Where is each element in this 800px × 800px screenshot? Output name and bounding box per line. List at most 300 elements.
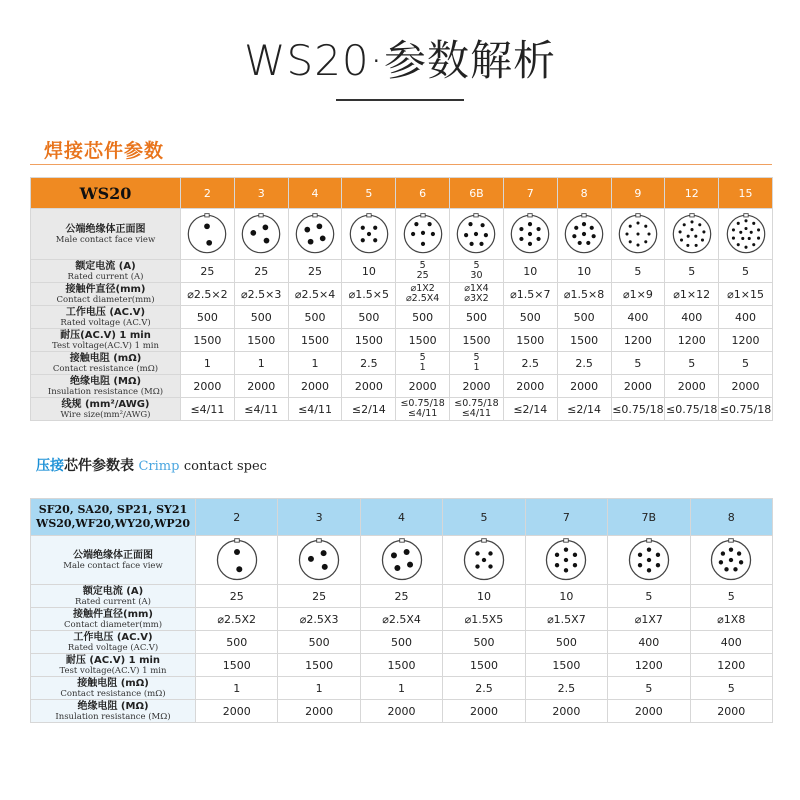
keyway-notch: [313, 214, 317, 217]
connector-face-12-icon: [670, 212, 714, 256]
face-view-cell: [443, 536, 525, 585]
contact-pin: [361, 226, 365, 230]
contact-pin: [578, 241, 582, 245]
connector-face-15-icon: [724, 212, 768, 256]
face-view-cell: [503, 209, 557, 260]
spec-value: 25: [360, 585, 442, 608]
contact-pin: [582, 222, 586, 226]
section1-divider: [30, 164, 772, 165]
spec-value: 1: [288, 352, 342, 375]
spec-value: ≤2/14: [557, 398, 611, 421]
spec-value: 500: [360, 631, 442, 654]
insulator-outline: [300, 540, 339, 579]
row-label: [31, 283, 181, 306]
spec-value: 5: [665, 352, 719, 375]
section2-heading-dark: 芯件参数表: [64, 458, 134, 474]
contact-pin: [322, 564, 328, 570]
spec-value: ⌀2.5×2: [181, 283, 235, 306]
contact-pin: [647, 558, 651, 562]
connector-face-2-icon: [214, 537, 260, 583]
contact-pin: [528, 232, 532, 236]
spec-value-line: 25: [416, 270, 429, 281]
spec-value: 2000: [196, 700, 278, 723]
row-label-cn: 接触电阻 (mΩ): [77, 677, 149, 689]
spec-value: 1200: [611, 329, 665, 352]
contact-pin: [207, 240, 213, 246]
spec-value: 2000: [557, 375, 611, 398]
spec-value: 5: [690, 677, 772, 700]
contact-pin: [647, 232, 650, 235]
spec-value: 2000: [608, 700, 690, 723]
spec-value: 10: [557, 260, 611, 283]
face-view-cell: [719, 209, 773, 260]
spec-value: ⌀1×12: [665, 283, 719, 306]
spec-value-line: ≤4/11: [408, 408, 438, 419]
crimp-spec-table: [30, 498, 773, 723]
spec-value: ⌀2.5×4: [288, 283, 342, 306]
contact-pin: [752, 222, 755, 225]
insulator-outline: [382, 540, 421, 579]
connector-face-7-icon: [543, 537, 589, 583]
contact-pin: [744, 246, 747, 249]
spec-value: 2000: [181, 375, 235, 398]
connector-face-9-icon: [616, 212, 660, 256]
contact-pin: [481, 223, 485, 227]
spec-row: [31, 352, 773, 375]
row-label-en: Contact diameter(mm): [56, 294, 155, 305]
insulator-outline: [296, 215, 333, 252]
row-label-cn: 绝缘电阻 (MΩ): [69, 375, 142, 387]
spec-value: 500: [181, 306, 235, 329]
column-header-5: 5: [443, 499, 525, 536]
contact-pin: [698, 223, 701, 226]
row-label: [31, 608, 196, 631]
row-label: [31, 700, 196, 723]
spec-value: ⌀1.5X7: [525, 608, 607, 631]
spec-value: 1500: [342, 329, 396, 352]
face-view-cell: [342, 209, 396, 260]
spec-value: 2000: [665, 375, 719, 398]
spec-value: 5: [611, 352, 665, 375]
page-title: WS20·参数解析: [244, 36, 556, 85]
contact-pin: [731, 228, 734, 231]
spec-value: 2000: [690, 700, 772, 723]
contact-pin: [739, 560, 743, 564]
face-view-cell: [450, 209, 504, 260]
spec-row: [31, 306, 773, 329]
model-header-line: SF20, SA20, SP21, SY21: [38, 503, 188, 516]
spec-value: ⌀2.5X4: [360, 608, 442, 631]
spec-value: ≤2/14: [342, 398, 396, 421]
contact-pin: [411, 232, 415, 236]
spec-value: 500: [278, 631, 360, 654]
face-view-cell: [234, 209, 288, 260]
contact-pin: [690, 220, 693, 223]
contact-pin: [590, 226, 594, 230]
contact-pin: [367, 232, 371, 236]
row-label: [31, 654, 196, 677]
spec-value: 2000: [288, 375, 342, 398]
spec-row: [31, 608, 773, 631]
connector-face-5-icon: [461, 537, 507, 583]
contact-pin: [469, 222, 473, 226]
spec-value: [450, 398, 504, 421]
spec-value: ⌀1.5×8: [557, 283, 611, 306]
spec-value: ≤0.75/18: [611, 398, 665, 421]
column-header-3: 3: [278, 499, 360, 536]
contact-pin: [414, 222, 418, 226]
contact-pin: [482, 558, 486, 562]
spec-value: 1500: [450, 329, 504, 352]
header-row: [31, 499, 773, 536]
row-label-cn: 公端绝缘体正面图: [73, 549, 153, 561]
welding-spec-table: [30, 177, 773, 421]
spec-value: 400: [690, 631, 772, 654]
spec-row: [31, 700, 773, 723]
spec-value-line: ⌀3X2: [464, 293, 489, 304]
contact-pin: [234, 549, 240, 555]
contact-pin: [564, 568, 568, 572]
spec-value: ⌀2.5X3: [278, 608, 360, 631]
spec-value: 10: [342, 260, 396, 283]
face-view-cell: [196, 536, 278, 585]
contact-pin: [694, 244, 697, 247]
row-label-cn: 接触件直径(mm): [73, 608, 153, 620]
spec-value: [396, 398, 450, 421]
spec-value: ⌀2.5×3: [234, 283, 288, 306]
spec-row: [31, 398, 773, 421]
spec-value: 1500: [396, 329, 450, 352]
connector-face-6-icon: [401, 212, 445, 256]
contact-pin: [403, 549, 409, 555]
row-label: [31, 329, 181, 352]
spec-row: [31, 536, 773, 585]
column-header-6: 6: [396, 178, 450, 209]
contact-pin: [682, 223, 685, 226]
spec-value-line: ⌀2.5X4: [405, 293, 440, 304]
spec-value: 1200: [690, 654, 772, 677]
spec-value: 1500: [503, 329, 557, 352]
spec-value: 500: [396, 306, 450, 329]
contact-pin: [719, 560, 723, 564]
row-label-en: Male contact face view: [63, 560, 163, 571]
connector-face-6B-icon: [454, 212, 498, 256]
contact-pin: [464, 233, 468, 237]
section2-heading: [36, 455, 267, 475]
face-view-cell: [288, 209, 342, 260]
keyway-notch: [259, 214, 263, 217]
contact-pin: [394, 565, 400, 571]
column-header-7: 7: [525, 499, 607, 536]
insulator-outline: [189, 215, 226, 252]
spec-value: ⌀1×15: [719, 283, 773, 306]
spec-value: ≤0.75/18: [665, 398, 719, 421]
column-header-2: 2: [181, 178, 235, 209]
column-header-9: 9: [611, 178, 665, 209]
spec-value: 2000: [342, 375, 396, 398]
contact-pin: [488, 564, 492, 568]
spec-value: 400: [611, 306, 665, 329]
spec-row: [31, 585, 773, 608]
spec-value: 500: [234, 306, 288, 329]
row-label-en: Test voltage(AC.V) 1 min: [52, 340, 159, 351]
spec-value: 2000: [278, 700, 360, 723]
spec-value: 10: [443, 585, 525, 608]
spec-value: ⌀2.5X2: [196, 608, 278, 631]
contact-pin: [263, 225, 269, 231]
contact-pin: [686, 244, 689, 247]
spec-value: 2.5: [557, 352, 611, 375]
spec-value: ≤0.75/18: [719, 398, 773, 421]
row-label-en: Rated voltage (AC.V): [60, 317, 151, 328]
insulator-outline: [217, 540, 256, 579]
face-view-cell: [278, 536, 360, 585]
spec-value: ≤4/11: [234, 398, 288, 421]
row-label-cn: 工作电压 (AC.V): [65, 306, 146, 318]
contact-pin: [320, 236, 326, 242]
contact-pin: [629, 225, 632, 228]
model-header: [31, 499, 196, 536]
row-label-cn: 公端绝缘体正面图: [65, 223, 146, 235]
spec-value: ⌀1X8: [690, 608, 772, 631]
contact-pin: [701, 239, 704, 242]
spec-value: 25: [288, 260, 342, 283]
insulator-outline: [243, 215, 280, 252]
spec-value: 10: [525, 585, 607, 608]
connector-face-5-icon: [347, 212, 391, 256]
spec-value: [450, 260, 504, 283]
spec-value: 5: [665, 260, 719, 283]
face-view-cell: [525, 536, 607, 585]
face-view-cell: [557, 209, 611, 260]
spec-value: 2000: [443, 700, 525, 723]
spec-value: 25: [196, 585, 278, 608]
spec-value: 10: [503, 260, 557, 283]
column-header-4: 4: [360, 499, 442, 536]
contact-pin: [308, 239, 314, 245]
spec-value: 1: [181, 352, 235, 375]
spec-row: [31, 654, 773, 677]
keyway-notch: [234, 539, 239, 542]
spec-value: 1500: [288, 329, 342, 352]
column-header-6B: 6B: [450, 178, 504, 209]
spec-value: 5: [608, 677, 690, 700]
contact-pin: [680, 239, 683, 242]
connector-face-7-icon: [508, 212, 552, 256]
spec-value: 500: [288, 306, 342, 329]
spec-value: 2.5: [342, 352, 396, 375]
keyway-notch: [482, 539, 487, 542]
contact-pin: [686, 235, 689, 238]
contact-pin: [749, 231, 752, 234]
row-label: [31, 398, 181, 421]
row-label: [31, 536, 196, 585]
connector-face-2-icon: [185, 212, 229, 256]
contact-pin: [361, 238, 365, 242]
contact-pin: [752, 243, 755, 246]
contact-pin: [373, 238, 377, 242]
spec-value: [396, 260, 450, 283]
spec-value: 1200: [608, 654, 690, 677]
spec-value: 5: [719, 260, 773, 283]
contact-pin: [736, 243, 739, 246]
spec-value: 1200: [719, 329, 773, 352]
column-header-8: 8: [690, 499, 772, 536]
spec-value: 2000: [525, 700, 607, 723]
row-label: [31, 585, 196, 608]
spec-value: ≤4/11: [181, 398, 235, 421]
row-label-en: Contact resistance (mΩ): [60, 688, 166, 699]
spec-value-line: ⌀1X4: [464, 283, 489, 294]
row-label-cn: 额定电流 (A): [82, 585, 144, 597]
spec-value: 5: [719, 352, 773, 375]
spec-value: 1500: [360, 654, 442, 677]
contact-pin: [474, 232, 478, 236]
spec-value-line: 5: [419, 352, 426, 363]
spec-value: ≤4/11: [288, 398, 342, 421]
contact-pin: [636, 232, 639, 235]
contact-pin: [475, 564, 479, 568]
spec-value: 5: [608, 585, 690, 608]
row-label-cn: 接触件直径(mm): [65, 283, 146, 295]
column-header-12: 12: [665, 178, 719, 209]
row-label-cn: 耐压(AC.V) 1 min: [60, 329, 151, 341]
title-underline: [336, 99, 464, 101]
contact-pin: [475, 551, 479, 555]
face-view-cell: [181, 209, 235, 260]
keyway-notch: [528, 214, 532, 217]
contact-pin: [407, 562, 413, 568]
keyway-notch: [743, 214, 747, 217]
section2-heading-en-blue: Crimp: [138, 459, 180, 474]
spec-value-line: 30: [470, 270, 483, 281]
keyway-notch: [420, 214, 424, 217]
row-label-en: Insulation resistance (MΩ): [55, 711, 171, 722]
spec-value: [396, 352, 450, 375]
spec-value: 2000: [450, 375, 504, 398]
row-label-en: Rated voltage (AC.V): [67, 642, 159, 653]
connector-face-4-icon: [293, 212, 337, 256]
spec-value: 1500: [525, 654, 607, 677]
spec-value: 1: [234, 352, 288, 375]
contact-pin: [391, 552, 397, 558]
contact-pin: [744, 227, 747, 230]
connector-face-3-icon: [239, 212, 283, 256]
contact-pin: [625, 232, 628, 235]
contact-pin: [488, 551, 492, 555]
spec-value: 2000: [234, 375, 288, 398]
row-label-en: Rated current (A): [67, 271, 144, 282]
spec-value: 500: [196, 631, 278, 654]
face-view-cell: [396, 209, 450, 260]
spec-value-line: ≤0.75/18: [400, 398, 445, 409]
row-label-cn: 工作电压 (AC.V): [73, 631, 153, 643]
row-label-cn: 绝缘电阻 (MΩ): [77, 700, 149, 712]
contact-pin: [644, 225, 647, 228]
spec-value: 2000: [719, 375, 773, 398]
section2-heading-en-dark: contact spec: [183, 459, 267, 474]
face-view-cell: [665, 209, 719, 260]
row-label: [31, 306, 181, 329]
contact-pin: [629, 240, 632, 243]
spec-value: 5: [611, 260, 665, 283]
contact-pin: [638, 563, 642, 567]
contact-pin: [678, 230, 681, 233]
spec-value: 1500: [443, 654, 525, 677]
spec-value: 1500: [557, 329, 611, 352]
spec-value-line: ⌀1X2: [410, 283, 435, 294]
spec-value-line: 5: [419, 260, 426, 271]
contact-pin: [636, 243, 639, 246]
row-label: [31, 677, 196, 700]
contact-pin: [725, 567, 729, 571]
row-label-en: Male contact face view: [55, 234, 156, 245]
spec-row: [31, 209, 773, 260]
contact-pin: [528, 222, 532, 226]
row-label-en: Contact diameter(mm): [63, 619, 163, 630]
row-label-cn: 接触电阻 (mΩ): [69, 352, 142, 364]
column-header-15: 15: [719, 178, 773, 209]
connector-face-8-icon: [708, 537, 754, 583]
contact-pin: [647, 547, 651, 551]
spec-row: [31, 677, 773, 700]
keyway-notch: [636, 214, 640, 217]
keyway-notch: [564, 539, 569, 542]
connector-face-4-icon: [379, 537, 425, 583]
contact-pin: [586, 241, 590, 245]
connector-face-8-icon: [562, 212, 606, 256]
contact-pin: [528, 242, 532, 246]
contact-pin: [317, 223, 323, 229]
spec-value-line: ≤4/11: [461, 408, 492, 419]
spec-value: 500: [443, 631, 525, 654]
contact-pin: [573, 563, 577, 567]
row-label-en: Wire size(mm²/AWG): [60, 409, 151, 420]
spec-value: 25: [234, 260, 288, 283]
spec-value: 1500: [234, 329, 288, 352]
contact-pin: [430, 232, 434, 236]
spec-value: 1: [360, 677, 442, 700]
keyway-notch: [399, 539, 404, 542]
contact-pin: [739, 231, 742, 234]
row-label-en: Contact resistance (mΩ): [52, 363, 159, 374]
model-header-line: WS20,WF20,WY20,WP20: [35, 517, 190, 530]
contact-pin: [702, 230, 705, 233]
contact-pin: [520, 227, 524, 231]
spec-row: [31, 631, 773, 654]
column-header-5: 5: [342, 178, 396, 209]
keyway-notch: [690, 214, 694, 217]
column-header-4: 4: [288, 178, 342, 209]
row-label-en: Rated current (A): [74, 596, 151, 607]
spec-value: 25: [278, 585, 360, 608]
contact-pin: [373, 226, 377, 230]
spec-value: 1200: [665, 329, 719, 352]
contact-pin: [656, 553, 660, 557]
contact-pin: [564, 558, 568, 562]
header-row: [31, 178, 773, 209]
contact-pin: [736, 222, 739, 225]
contact-pin: [555, 563, 559, 567]
column-header-7B: 7B: [608, 499, 690, 536]
spec-value: 500: [525, 631, 607, 654]
spec-value: 400: [608, 631, 690, 654]
row-label: [31, 260, 181, 283]
spec-value-line: 5: [473, 352, 480, 363]
spec-value-line: 1: [473, 362, 480, 373]
contact-pin: [636, 221, 639, 224]
spec-value: ⌀1X7: [608, 608, 690, 631]
